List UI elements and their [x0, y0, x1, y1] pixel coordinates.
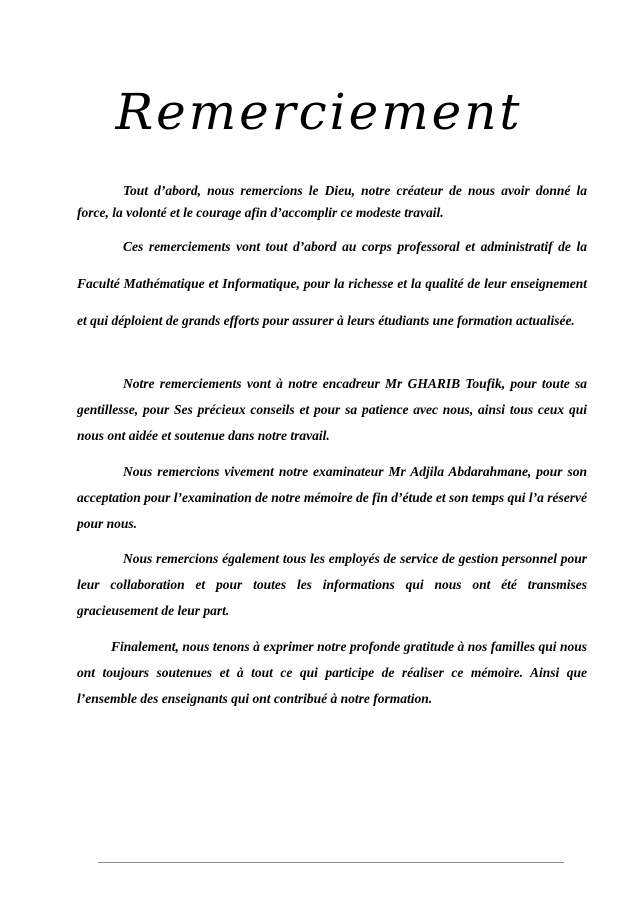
- paragraph-staff: Nous remercions également tous les employés de service de gestion personnel pour leur collaboration et pour toutes les informations qui nous ont été transmises gracieusement de leur part.: [77, 551, 587, 618]
- paragraph-examiner: Nous remercions vivement notre examinateur Mr Adjila Abdarahmane, pour son acceptation pour l’examination de notre mémoire de fin d’étude et son temps qui l’a réservé pour nous.: [77, 464, 587, 531]
- paragraph-intro: Tout d’abord, nous remercions le Dieu, notre créateur de nous avoir donné la force, la volonté et le courage afin d’accomplir ce modeste travail.: [77, 183, 587, 220]
- paragraph-faculty: Ces remerciements vont tout d’abord au corps professoral et administratif de la Faculté Mathématique et Informatique, pour la richesse et la qualité de leur enseignement et qui déploient de grands efforts pour assurer à leurs étudiants une formation actualisée.: [77, 239, 587, 328]
- footer-divider: [98, 862, 564, 863]
- paragraph-families: Finalement, nous tenons à exprimer notre profonde gratitude à nos familles qui nous ont toujours soutenues et à tout ce qui participe de réaliser ce mémoire. Ainsi que l’ensemble des enseignants qui ont contribué à notre formation.: [77, 639, 587, 706]
- paragraph-supervisor: Notre remerciements vont à notre encadreur Mr GHARIB Toufik, pour toute sa gentillesse, pour Ses précieux conseils et pour sa patience avec nous, ainsi tous ceux qui nous ont aidée et soutenue dans notre travail.: [77, 376, 587, 443]
- page-title: Remerciement: [115, 83, 523, 141]
